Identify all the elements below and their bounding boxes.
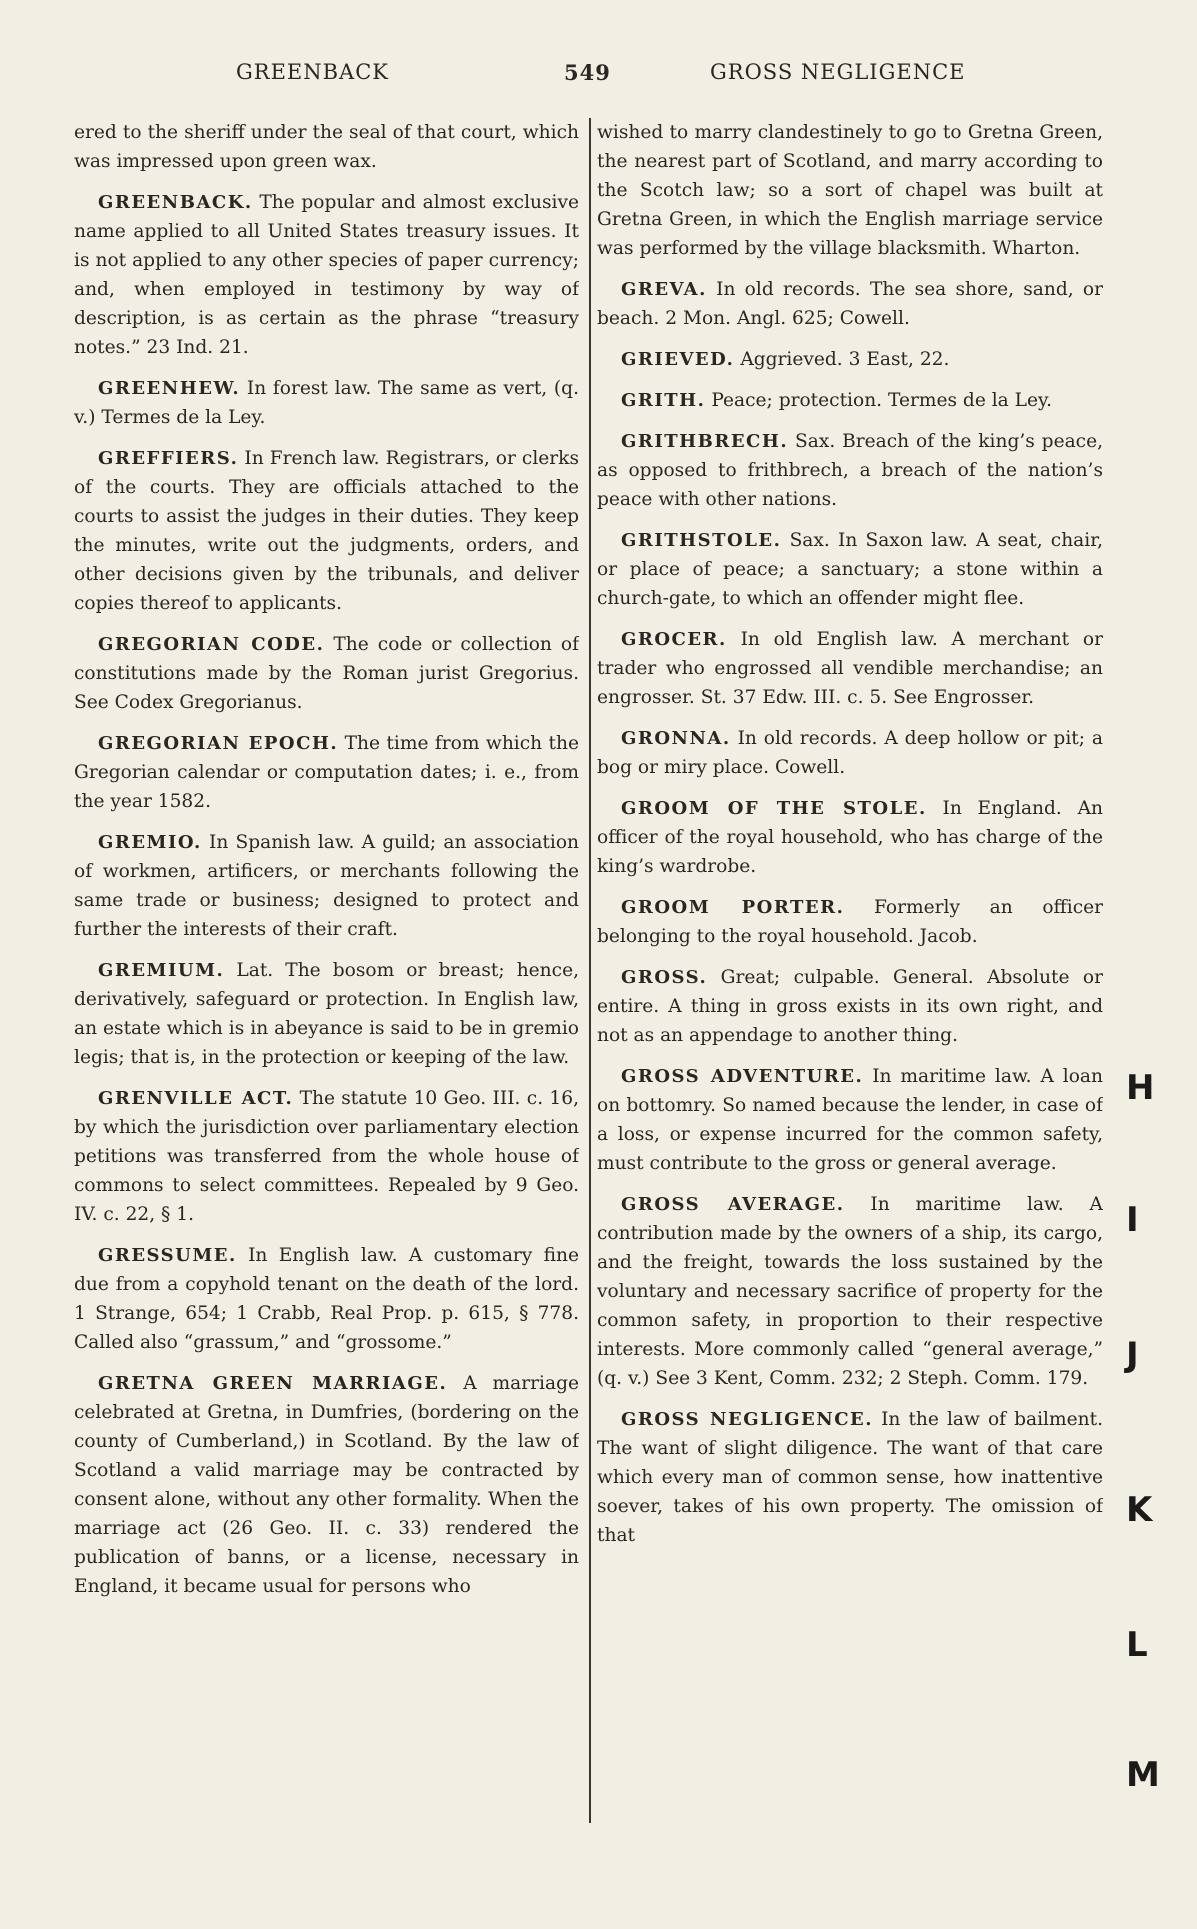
entry-groom-porter: [597, 893, 1103, 951]
entry-gross: [597, 963, 1103, 1050]
entry-text: wished to marry clandestinely to go to Gretna Green, the nearest part of Scotland, and marry according to the Scotch law; so a sort of chapel was built at Gretna Green, in which the English marriage service was performed by the village blacksmith. Wharton.: [597, 122, 1103, 259]
entry-headword: GROCER.: [621, 629, 727, 650]
entry-text: A marriage celebrated at Gretna, in Dumfries, (bordering on the county of Cumberland,) in Scotland. By the law of Scotland a valid marriage may be contracted by consent alone, without any other formality. When the marriage act (26 Geo. II. c. 33) rendered the publication of banns, or a license, necessary in England, it became usual for persons who: [74, 1373, 579, 1597]
entry-text: The statute 10 Geo. III. c. 16, by which the jurisdiction over parliamentary election petitions was transferred from the whole house of commons to select committees. Repealed by 9 Geo. IV. c. 22, § 1.: [74, 1088, 579, 1225]
running-header: [0, 60, 1197, 100]
entry-headword: GRONNA.: [621, 728, 731, 749]
entry-grithstole: [597, 526, 1103, 613]
entry-headword: GRITHBRECH.: [621, 431, 789, 452]
header-right-guideword: GROSS NEGLIGENCE: [710, 60, 966, 84]
entry-grocer: [597, 625, 1103, 712]
thumb-index-k[interactable]: K: [1126, 1490, 1153, 1530]
page-number: 549: [564, 60, 611, 85]
header-left-guideword: GREENBACK: [236, 60, 389, 84]
entry-grenville-act: [74, 1084, 579, 1229]
entry-text: In old English law. A merchant or trader who engrossed all vendible merchandise; an engrosser. St. 37 Edw. III. c. 5. See Engrosser.: [597, 629, 1103, 708]
entry-groom-of-the-stole: [597, 794, 1103, 881]
entry-gretna-green-marriage: [74, 1369, 579, 1601]
left-column: [74, 118, 579, 1823]
entry-greva: [597, 275, 1103, 333]
entry-greenback: [74, 188, 579, 362]
entry-greffiers: [74, 444, 579, 618]
entry-headword: GRETNA GREEN MARRIAGE.: [98, 1373, 448, 1394]
entry-text: In Spanish law. A guild; an association of workmen, artificers, or merchants following the same trade or business; designed to protect and further the interests of their craft.: [74, 832, 579, 940]
entry-headword: GREFFIERS.: [98, 448, 239, 469]
entry-gross-adventure: [597, 1062, 1103, 1178]
thumb-index-i[interactable]: I: [1126, 1200, 1139, 1240]
entry-gremium: [74, 956, 579, 1072]
entry-text: Sax. In Saxon law. A seat, chair, or place of peace; a sanctuary; a stone within a church-gate, to which an offender might flee.: [597, 530, 1103, 609]
right-column: [597, 118, 1103, 1823]
entry-gross-average: [597, 1190, 1103, 1393]
entry-greenhew: [74, 374, 579, 432]
entry-headword: GREENHEW.: [98, 378, 241, 399]
entry-text: In English law. A customary fine due from a copyhold tenant on the death of the lord. 1 Strange, 654; 1 Crabb, Real Prop. p. 615, § 778. Called also “grassum,” and “grossome.”: [74, 1245, 579, 1353]
entry-gronna: [597, 724, 1103, 782]
entry-text: In forest law. The same as vert, (q. v.) Termes de la Ley.: [74, 378, 579, 428]
entry-headword: GRITH.: [621, 390, 706, 411]
entry-text: Formerly an officer belonging to the royal household. Jacob.: [597, 897, 1103, 947]
entry-headword: GROSS.: [621, 967, 708, 988]
entry-text: In England. An officer of the royal household, who has charge of the king’s wardrobe.: [597, 798, 1103, 877]
entry-text: Aggrieved. 3 East, 22.: [740, 349, 950, 370]
entry-headword: GREGORIAN EPOCH.: [98, 733, 339, 754]
entry-text: Peace; protection. Termes de la Ley.: [711, 390, 1052, 411]
entry-headword: GREENBACK.: [98, 192, 253, 213]
entry-gregorian-epoch: [74, 729, 579, 816]
entry-text: In French law. Registrars, or clerks of the courts. They are officials attached to the courts to assist the judges in their duties. They keep the minutes, write out the judgments, orders, and other decisions given by the tribunals, and deliver copies thereof to applicants.: [74, 448, 579, 614]
entry-headword: GRIEVED.: [621, 349, 735, 370]
entry-headword: GROOM PORTER.: [621, 897, 845, 918]
entry-gremio: [74, 828, 579, 944]
column-divider: [589, 118, 591, 1823]
entry-headword: GRENVILLE ACT.: [98, 1088, 294, 1109]
thumb-index-h[interactable]: H: [1126, 1068, 1155, 1108]
entry-text: Great; culpable. General. Absolute or entire. A thing in gross exists in its own right, and not as an appendage to another thing.: [597, 967, 1103, 1046]
entry-text: The time from which the Gregorian calendar or computation dates; i. e., from the year 1582.: [74, 733, 579, 812]
entry-headword: GREMIUM.: [98, 960, 225, 981]
entry-headword: GREMIO.: [98, 832, 202, 853]
entry-text: In maritime law. A loan on bottomry. So named because the lender, in case of a loss, or expense incurred for the common safety, must contribute to the gross or general average.: [597, 1066, 1103, 1174]
entry-text: In maritime law. A contribution made by the owners of a ship, its cargo, and the freight, towards the loss sustained by the voluntary and necessary sacrifice of property for the common safety, in proportion to their respective interests. More commonly called “general average,” (q. v.) See 3 Kent, Comm. 232; 2 Steph. Comm. 179.: [597, 1194, 1103, 1389]
entry-headword: GROOM OF THE STOLE.: [621, 798, 927, 819]
entry-grith: [597, 386, 1103, 415]
entry-headword: GROSS NEGLIGENCE.: [621, 1409, 874, 1430]
entry-grieved: [597, 345, 1103, 374]
entry-text: In old records. A deep hollow or pit; a bog or miry place. Cowell.: [597, 728, 1103, 778]
entry-headword: GREVA.: [621, 279, 707, 300]
entry-text: ered to the sheriff under the seal of that court, which was impressed upon green wax.: [74, 122, 579, 172]
entry-text: Lat. The bosom or breast; hence, derivatively, safeguard or protection. In English law, an estate which is in abeyance is said to be in gremio legis; that is, in the protection or keeping of the law.: [74, 960, 579, 1068]
entry-headword: GROSS ADVENTURE.: [621, 1066, 864, 1087]
entry-headword: GROSS AVERAGE.: [621, 1194, 845, 1215]
entry-gross-negligence: [597, 1405, 1103, 1550]
entry-headword: GRITHSTOLE.: [621, 530, 782, 551]
thumb-index-l[interactable]: L: [1126, 1625, 1148, 1665]
entry-text: The code or collection of constitutions made by the Roman jurist Gregorius. See Codex Gregorianus.: [74, 634, 579, 713]
entry-gressume: [74, 1241, 579, 1357]
entry-text: The popular and almost exclusive name applied to all United States treasury issues. It is not applied to any other species of paper currency; and, when employed in testimony by way of description, is as certain as the phrase “treasury notes.” 23 Ind. 21.: [74, 192, 579, 358]
entry-continuation: [597, 118, 1103, 263]
entry-headword: GREGORIAN CODE.: [98, 634, 325, 655]
entry-continuation: [74, 118, 579, 176]
entry-headword: GRESSUME.: [98, 1245, 237, 1266]
thumb-index-m[interactable]: M: [1126, 1755, 1160, 1795]
entry-text: Sax. Breach of the king’s peace, as opposed to frithbrech, a breach of the nation’s peace with other nations.: [597, 431, 1103, 510]
entry-gregorian-code: [74, 630, 579, 717]
entry-text: In the law of bailment. The want of slight diligence. The want of that care which every man of common sense, how inattentive soever, takes of his own property. The omission of that: [597, 1409, 1103, 1546]
entry-grithbrech: [597, 427, 1103, 514]
entry-text: In old records. The sea shore, sand, or beach. 2 Mon. Angl. 625; Cowell.: [597, 279, 1103, 329]
thumb-index-j[interactable]: J: [1126, 1335, 1139, 1375]
